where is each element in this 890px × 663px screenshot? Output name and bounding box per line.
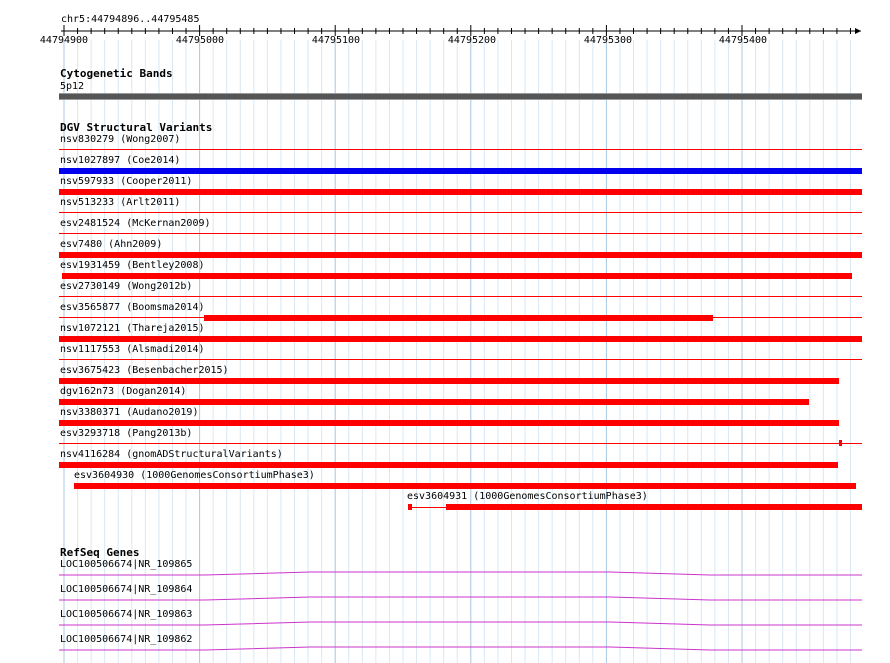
- cytoband-name: 5p12: [60, 81, 85, 92]
- dgv-feature-bar[interactable]: [59, 399, 809, 405]
- ruler-tick-label: 44795200: [447, 35, 497, 46]
- refseq-gene-label[interactable]: LOC100506674|NR_109864: [60, 584, 193, 595]
- dgv-feature-label[interactable]: nsv830279 (Wong2007): [60, 134, 181, 145]
- dgv-feature-label[interactable]: nsv3380371 (Audano2019): [60, 407, 199, 418]
- dgv-feature-bar[interactable]: [74, 483, 856, 489]
- track-title-cytobands: Cytogenetic Bands: [60, 67, 173, 80]
- dgv-feature-bar[interactable]: [59, 189, 862, 195]
- ruler-tick-label: 44794900: [39, 35, 89, 46]
- ruler-tick-label: 44795300: [583, 35, 633, 46]
- dgv-feature-bar[interactable]: [204, 315, 713, 321]
- refseq-gene-intron-line[interactable]: [0, 593, 890, 605]
- dgv-feature-bar[interactable]: [839, 440, 842, 446]
- dgv-feature-span-line[interactable]: [59, 359, 862, 360]
- dgv-feature-label[interactable]: esv7480 (Ahn2009): [60, 239, 163, 250]
- dgv-feature-label[interactable]: nsv1072121 (Thareja2015): [60, 323, 205, 334]
- ruler-tick-label: 44795100: [311, 35, 361, 46]
- dgv-feature-label[interactable]: esv3293718 (Pang2013b): [60, 428, 193, 439]
- dgv-feature-label[interactable]: nsv597933 (Cooper2011): [60, 176, 193, 187]
- dgv-feature-bar[interactable]: [59, 336, 862, 342]
- dgv-feature-span-line[interactable]: [59, 212, 862, 213]
- dgv-feature-label[interactable]: esv3565877 (Boomsma2014): [60, 302, 205, 313]
- dgv-feature-label[interactable]: nsv1027897 (Coe2014): [60, 155, 181, 166]
- dgv-feature-label[interactable]: nsv513233 (Arlt2011): [60, 197, 181, 208]
- refseq-gene-label[interactable]: LOC100506674|NR_109865: [60, 559, 193, 570]
- refseq-gene-intron-line[interactable]: [0, 568, 890, 580]
- track-title-refseq: RefSeq Genes: [60, 546, 140, 559]
- dgv-feature-label[interactable]: esv3604931 (1000GenomesConsortiumPhase3): [407, 491, 648, 502]
- dgv-feature-span-line[interactable]: [59, 149, 862, 150]
- dgv-feature-label[interactable]: esv1931459 (Bentley2008): [60, 260, 205, 271]
- ruler-tick-label: 44795000: [175, 35, 225, 46]
- refseq-gene-path: [59, 622, 862, 625]
- ruler-location-label: chr5:44794896..44795485: [61, 14, 200, 25]
- track-title-dgv: DGV Structural Variants: [60, 121, 213, 134]
- dgv-feature-label[interactable]: esv3675423 (Besenbacher2015): [60, 365, 229, 376]
- refseq-gene-intron-line[interactable]: [0, 643, 890, 655]
- refseq-gene-path: [59, 572, 862, 575]
- dgv-feature-bar[interactable]: [59, 462, 838, 468]
- dgv-feature-bar[interactable]: [59, 252, 862, 258]
- dgv-feature-span-line[interactable]: [59, 233, 862, 234]
- dgv-feature-span-line[interactable]: [59, 296, 862, 297]
- dgv-feature-label[interactable]: esv3604930 (1000GenomesConsortiumPhase3): [74, 470, 315, 481]
- dgv-feature-label[interactable]: nsv4116284 (gnomADStructuralVariants): [60, 449, 283, 460]
- dgv-feature-span-line[interactable]: [59, 443, 862, 444]
- ruler-arrow-icon: [855, 28, 861, 34]
- dgv-feature-label[interactable]: dgv162n73 (Dogan2014): [60, 386, 187, 397]
- refseq-gene-label[interactable]: LOC100506674|NR_109862: [60, 634, 193, 645]
- cytoband-bar[interactable]: [59, 93, 862, 100]
- dgv-feature-label[interactable]: esv2481524 (McKernan2009): [60, 218, 211, 229]
- refseq-gene-path: [59, 597, 862, 600]
- dgv-feature-label[interactable]: nsv1117553 (Alsmadi2014): [60, 344, 205, 355]
- dgv-feature-bar[interactable]: [62, 273, 852, 279]
- refseq-gene-label[interactable]: LOC100506674|NR_109863: [60, 609, 193, 620]
- dgv-feature-connector[interactable]: [412, 507, 446, 508]
- dgv-feature-label[interactable]: esv2730149 (Wong2012b): [60, 281, 193, 292]
- dgv-feature-bar[interactable]: [446, 504, 862, 510]
- dgv-feature-bar[interactable]: [59, 420, 839, 426]
- dgv-feature-bar[interactable]: [59, 378, 839, 384]
- refseq-gene-intron-line[interactable]: [0, 618, 890, 630]
- ruler-tick-label: 44795400: [718, 35, 768, 46]
- dgv-feature-bar[interactable]: [59, 168, 862, 174]
- refseq-gene-path: [59, 647, 862, 650]
